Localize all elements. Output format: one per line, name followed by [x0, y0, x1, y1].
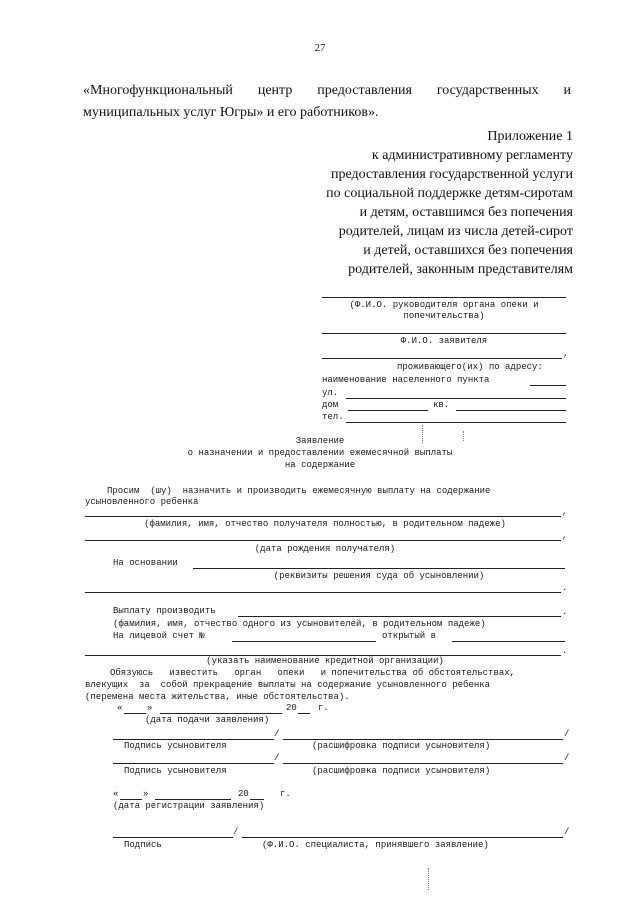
court-caption: (реквизиты решения суда об усыновлении): [273, 571, 485, 581]
submit-month-line[interactable]: [160, 713, 282, 714]
applicant-extra-line[interactable]: [322, 358, 562, 359]
residing-label: проживающего(их) по адресу:: [397, 362, 543, 372]
register-year-line[interactable]: [250, 799, 264, 800]
date-open-quote: «: [113, 789, 119, 799]
year-suffix: г.: [280, 789, 291, 799]
intro-paragraph: [83, 80, 571, 124]
appendix-line-2: к административному регламенту: [371, 148, 573, 163]
obligation-line-2: влекущих за собой прекращение выплаты на содержание усыновленного ребенка: [85, 680, 491, 690]
applicant-name-line[interactable]: [322, 333, 566, 334]
slash-mark: /: [233, 827, 239, 837]
intro-line-2: муниципальных услуг Югры» и его работников».: [83, 105, 379, 120]
submit-caption: (дата подачи заявления): [145, 715, 270, 725]
submit-year-line[interactable]: [298, 713, 310, 714]
slash-mark: /: [564, 827, 570, 837]
specialist-signature-line[interactable]: [113, 837, 233, 838]
apartment-line[interactable]: [456, 410, 566, 411]
bank-line[interactable]: [452, 641, 565, 642]
street-label: ул.: [322, 388, 339, 398]
adopter-decode-line[interactable]: [283, 739, 563, 740]
obligation-line-1: Обязуюсь известить орган опеки и попечительства об обстоятельствах,: [110, 668, 516, 678]
period-mark: .: [562, 583, 568, 593]
request-line-2: усыновленного ребенка: [85, 497, 199, 507]
house-label: дом: [322, 400, 339, 410]
specialist-name-line[interactable]: [242, 837, 563, 838]
birth-date-line[interactable]: [85, 540, 561, 541]
applicant-caption: Ф.И.О. заявителя: [400, 336, 488, 346]
appendix-line-5: и детям, оставшимся без попечения: [359, 205, 573, 220]
appendix-line-4: по социальной поддержке детям-сиротам: [326, 186, 573, 201]
appendix-line-1: Приложение 1: [487, 129, 573, 144]
head-caption-2: попечительства): [403, 311, 485, 321]
scan-mark: [428, 868, 430, 890]
slash-mark: /: [274, 729, 280, 739]
slash-mark: /: [564, 729, 570, 739]
specialist-caption: (Ф.И.О. специалиста, принявшего заявление): [262, 840, 489, 850]
specialist-sign-label: Подпись: [124, 840, 162, 850]
year-prefix: 20: [238, 789, 249, 799]
child-caption: (фамилия, имя, отчество получателя полностью, в родительном падеже): [144, 519, 506, 529]
account-label: На лицевой счет №: [113, 631, 205, 641]
period-mark: .: [562, 646, 568, 656]
bank-caption: (указать наименование кредитной организации): [206, 656, 444, 666]
parent-caption: (фамилия, имя, отчество одного из усыновителей, в родительном падеже): [113, 619, 486, 629]
child-name-line[interactable]: [85, 516, 561, 517]
comma-mark: ,: [562, 507, 568, 517]
submit-day-line[interactable]: [124, 713, 146, 714]
appendix-line-7: и детей, оставшихся без попечения: [363, 243, 573, 258]
birth-caption: (дата рождения получателя): [254, 544, 396, 554]
comma-mark: ,: [562, 531, 568, 541]
year-prefix: 20: [286, 703, 297, 713]
phone-line[interactable]: [346, 422, 566, 423]
adopter-signature-line[interactable]: [113, 739, 274, 740]
opened-label: открытый в: [382, 631, 437, 641]
adopter-decode-caption: (расшифровка подписи усыновителя): [312, 741, 491, 751]
date-open-quote: «: [117, 703, 123, 713]
appendix-line-3: предоставления государственной услуги: [331, 167, 573, 182]
payment-label: Выплату производить: [113, 606, 216, 616]
register-month-line[interactable]: [155, 799, 231, 800]
slash-mark: /: [274, 753, 280, 763]
year-suffix: г.: [318, 703, 329, 713]
heading-subtitle-2: на содержание: [284, 460, 356, 470]
head-caption-1: (Ф.И.О. руководителя органа опеки и: [349, 300, 539, 310]
account-number-line[interactable]: [232, 641, 376, 642]
adopter-signature-line[interactable]: [113, 763, 274, 764]
page-number: 27: [314, 42, 326, 54]
adopter-sign-caption: Подпись усыновителя: [124, 766, 227, 776]
request-line-1: Просим (шу) назначить и производить ежемесячную выплату на содержание: [107, 486, 491, 496]
house-line[interactable]: [348, 410, 428, 411]
appendix-line-8: родителей, законным представителям: [348, 262, 573, 277]
adopter-decode-line[interactable]: [283, 763, 563, 764]
apartment-label: кв.: [433, 400, 450, 410]
court-details-line[interactable]: [85, 592, 561, 593]
adopter-decode-caption: (расшифровка подписи усыновителя): [312, 766, 491, 776]
heading-subtitle: о назначении и предоставлении ежемесячной выплаты: [187, 448, 453, 458]
appendix-line-6: родителей, лицам из числа детей-сирот: [338, 224, 573, 239]
period-mark: .: [562, 607, 568, 617]
date-close-quote: »: [147, 703, 153, 713]
settlement-label: наименование населенного пункта: [322, 375, 490, 385]
date-close-quote: »: [143, 789, 149, 799]
phone-label: тел.: [322, 412, 344, 422]
basis-label: На основании: [113, 558, 178, 568]
comma-mark: ,: [563, 349, 569, 359]
adopter-sign-caption: Подпись усыновителя: [124, 741, 227, 751]
slash-mark: /: [564, 753, 570, 763]
heading-title: Заявление: [295, 436, 345, 446]
street-line[interactable]: [346, 398, 566, 399]
basis-line[interactable]: [193, 568, 565, 569]
payment-recipient-line[interactable]: [238, 616, 561, 617]
register-day-line[interactable]: [120, 799, 142, 800]
intro-line-1: «Многофункциональный центр предоставления государственных и: [83, 83, 571, 98]
register-caption: (дата регистрации заявления): [113, 801, 265, 811]
appendix-header: [273, 127, 573, 279]
settlement-line[interactable]: [530, 385, 566, 386]
head-name-line[interactable]: [322, 297, 566, 298]
obligation-line-3: (перемена места жительства, иные обстоятельства).: [85, 692, 350, 702]
